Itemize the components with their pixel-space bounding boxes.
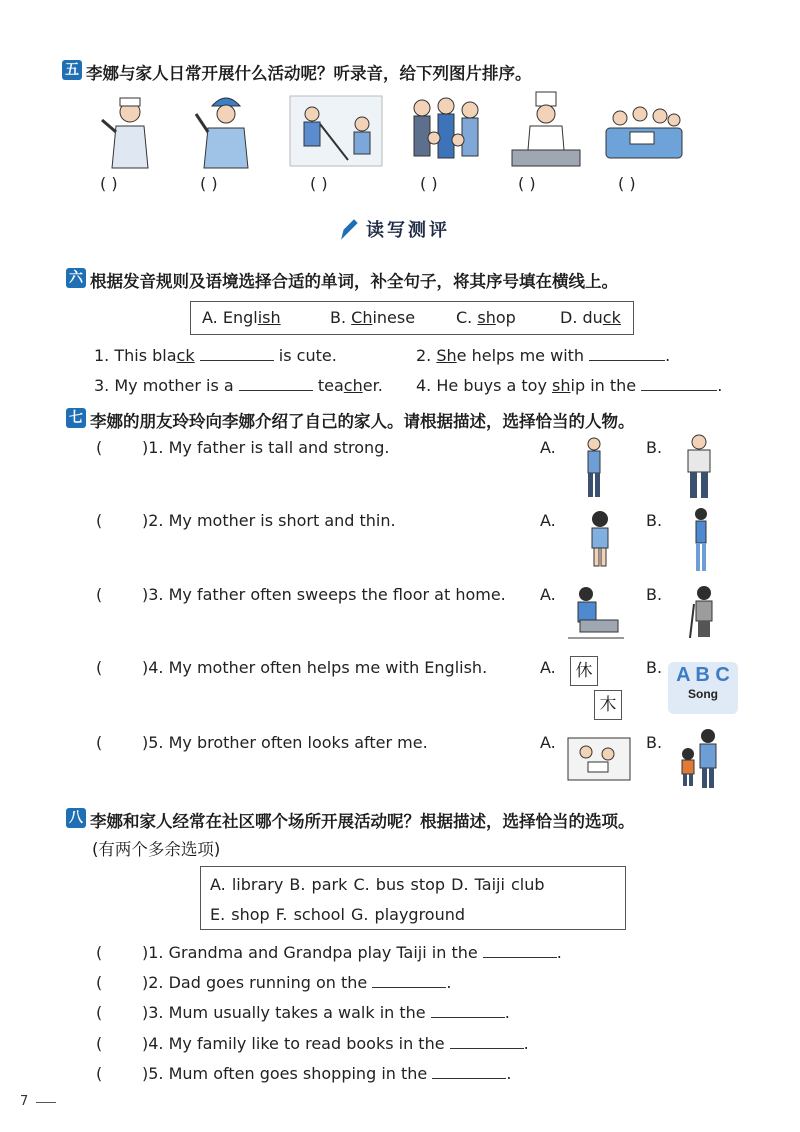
s6-question-4: 4. He buys a toy ship in the . <box>416 376 723 395</box>
section5-title: 李娜与家人日常开展什么活动呢？听录音，给下列图片排序。 <box>86 64 532 83</box>
s8-item-4: ( )4. My family like to read books in the . <box>96 1034 529 1053</box>
s8-blank-5[interactable] <box>432 1078 506 1079</box>
washing-dishes-image <box>566 584 626 642</box>
song-label: Song <box>688 687 718 701</box>
option-b: B. Chinese <box>330 308 416 327</box>
s8-answer-4[interactable]: ( <box>96 1034 103 1053</box>
s8-answer-5[interactable]: ( <box>96 1064 103 1083</box>
s7-answer-3[interactable]: ( <box>96 585 103 604</box>
s8-answer-1[interactable]: ( <box>96 943 103 962</box>
s8-answer-3[interactable]: ( <box>96 1003 103 1022</box>
sweeping-image <box>684 584 720 640</box>
s8-item-1: ( )1. Grandma and Grandpa play Taiji in the . <box>96 943 562 962</box>
s7-item-3: ( )3. My father often sweeps the floor at home. <box>96 585 506 604</box>
option-d: D. duck <box>560 308 621 327</box>
cleaning-image <box>288 94 384 168</box>
s7-4-label-b: B. <box>646 658 663 677</box>
s7-item-2: ( )2. My mother is short and thin. <box>96 511 396 530</box>
s6-answer-1[interactable] <box>200 360 274 361</box>
short-woman-image <box>584 510 616 570</box>
family-photo-image <box>404 92 488 170</box>
s7-5-label-a: A. <box>540 733 556 752</box>
pencil-icon <box>338 218 358 240</box>
s8-blank-1[interactable] <box>483 957 557 958</box>
s6-answer-4[interactable] <box>641 390 717 391</box>
abc-letters: A B C <box>676 664 730 686</box>
place-options-row1: A. library B. park C. bus stop D. Taiji club <box>210 875 545 894</box>
option-a: A. English <box>202 308 281 327</box>
s7-answer-5[interactable]: ( <box>96 733 103 752</box>
thin-woman-image <box>688 506 714 574</box>
s7-4-label-a: A. <box>540 658 556 677</box>
s7-2-label-b: B. <box>646 511 663 530</box>
s7-item-4: ( )4. My mother often helps me with English. <box>96 658 488 677</box>
s6-question-2: 2. She helps me with . <box>416 346 671 365</box>
order-blank-2[interactable]: ( ) <box>200 174 218 193</box>
s7-item-5: ( )5. My brother often looks after me. <box>96 733 428 752</box>
chinese-char-card-2: 木 <box>594 690 622 720</box>
s8-blank-4[interactable] <box>450 1048 524 1049</box>
section6-title: 根据发音规则及语境选择合适的单词，补全句子，将其序号填在横线上。 <box>90 272 618 291</box>
section5-badge: 五 <box>62 60 82 80</box>
s6-answer-2[interactable] <box>589 360 665 361</box>
section8-badge: 八 <box>66 808 86 828</box>
s7-1-label-b: B. <box>646 438 663 457</box>
section7-badge: 七 <box>66 408 86 428</box>
chinese-char-card-1: 休 <box>570 656 598 686</box>
order-blank-5[interactable]: ( ) <box>518 174 536 193</box>
s7-item-1: ( )1. My father is tall and strong. <box>96 438 390 457</box>
s8-blank-2[interactable] <box>372 987 446 988</box>
nurse-image <box>98 92 162 170</box>
order-blank-1[interactable]: ( ) <box>100 174 118 193</box>
s7-3-label-a: A. <box>540 585 556 604</box>
s8-item-2: ( )2. Dad goes running on the . <box>96 973 452 992</box>
page-number-rule <box>36 1102 56 1103</box>
s8-answer-2[interactable]: ( <box>96 973 103 992</box>
reading-family-image <box>604 98 684 162</box>
s6-question-1: 1. This black is cute. <box>94 346 337 365</box>
s8-item-5: ( )5. Mum often goes shopping in the . <box>96 1064 512 1083</box>
s7-1-label-a: A. <box>540 438 556 457</box>
section8-note: (有两个多余选项) <box>92 840 221 859</box>
brother-walking-image <box>676 728 726 790</box>
s7-3-label-b: B. <box>646 585 663 604</box>
s7-answer-1[interactable]: ( <box>96 438 103 457</box>
place-options-row2: E. shop F. school G. playground <box>210 905 466 924</box>
s8-blank-3[interactable] <box>431 1017 505 1018</box>
s7-5-label-b: B. <box>646 733 663 752</box>
read-write-title: 读写测评 <box>366 220 450 241</box>
s8-item-3: ( )3. Mum usually takes a walk in the . <box>96 1003 510 1022</box>
thin-man-image <box>580 436 608 500</box>
order-blank-6[interactable]: ( ) <box>618 174 636 193</box>
strong-man-image <box>682 434 716 500</box>
abc-song-card <box>668 662 738 714</box>
section8-title: 李娜和家人经常在社区哪个场所开展活动呢？根据描述，选择恰当的选项。 <box>90 812 635 831</box>
order-blank-4[interactable]: ( ) <box>420 174 438 193</box>
section6-badge: 六 <box>66 268 86 288</box>
s7-answer-2[interactable]: ( <box>96 511 103 530</box>
option-c: C. shop <box>456 308 516 327</box>
page-number: 7 <box>20 1094 29 1109</box>
s6-answer-3[interactable] <box>239 390 313 391</box>
section7-title: 李娜的朋友玲玲向李娜介绍了自己的家人。请根据描述，选择恰当的人物。 <box>90 412 635 431</box>
worker-image <box>192 88 262 170</box>
s6-question-3: 3. My mother is a teacher. <box>94 376 383 395</box>
reading-together-image <box>566 732 632 784</box>
s7-answer-4[interactable]: ( <box>96 658 103 677</box>
s7-2-label-a: A. <box>540 511 556 530</box>
order-blank-3[interactable]: ( ) <box>310 174 328 193</box>
cook-image <box>506 90 586 170</box>
